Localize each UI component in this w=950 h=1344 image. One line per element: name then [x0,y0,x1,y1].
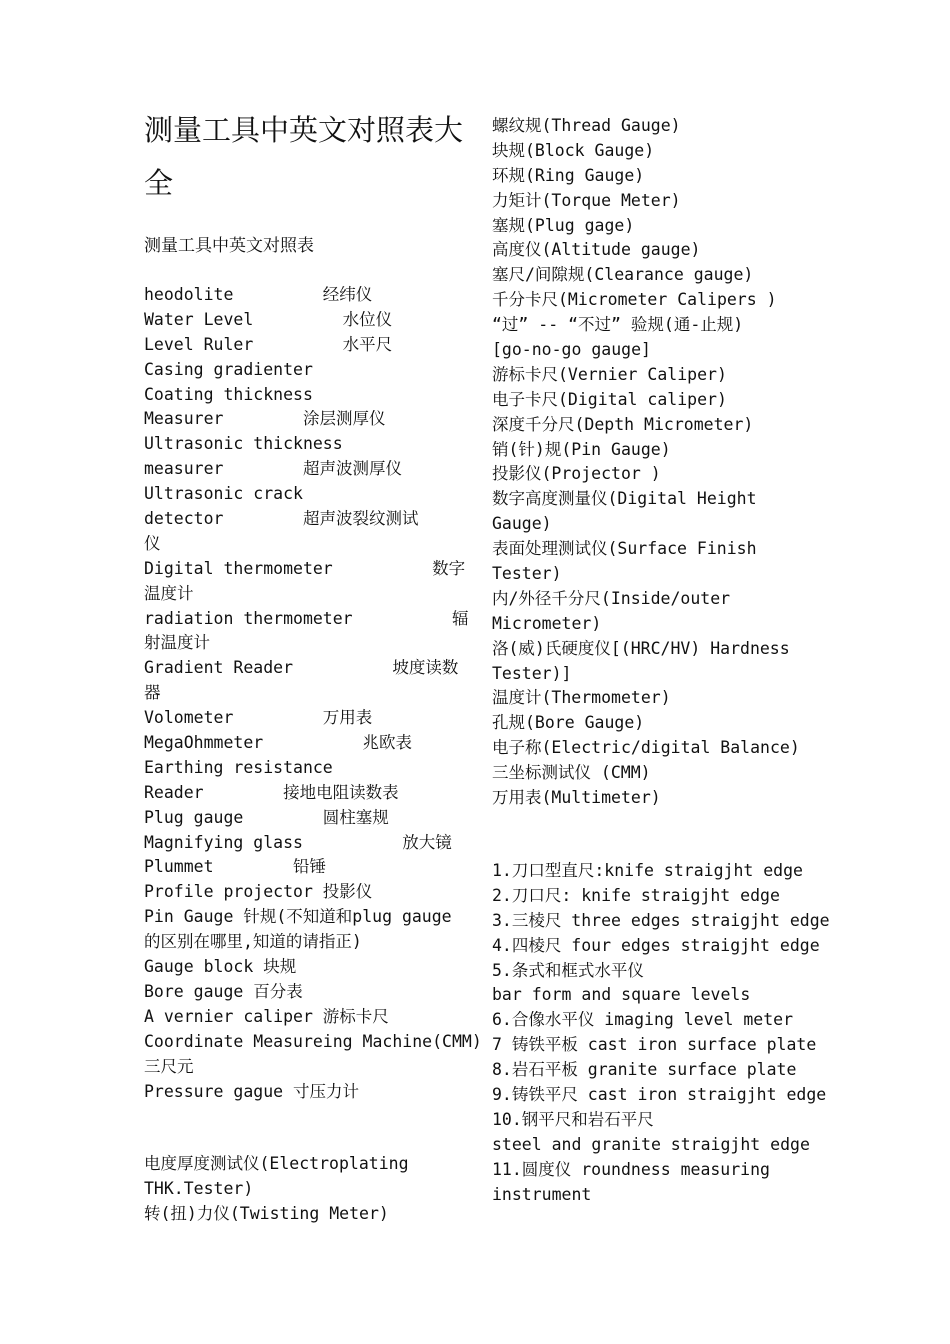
list-item: 射温度计 [144,633,210,653]
list-item: 10.钢平尺和岩石平尺 [492,1109,654,1129]
list-item: Ultrasonic crack [144,484,303,504]
list-item: 温度计(Thermometer) [492,688,671,708]
list-item: A vernier caliper 游标卡尺 [144,1006,389,1026]
list-item: Plummet 铅锤 [144,857,327,877]
list-item: Water Level 水位仪 [144,309,393,329]
list-item: 5.条式和框式水平仪 [492,960,644,980]
list-item: steel and granite straigjht edge [492,1134,810,1154]
list-item: heodolite 经纬仪 [144,285,373,304]
list-item: 三坐标测试仪 (CMM) [492,763,651,783]
list-item: MegaOhmmeter 兆欧表 [144,733,413,753]
list-item: Plug gauge 圆柱塞规 [144,807,389,827]
list-item: 洛(威)氏硬度仪[(HRC/HV) Hardness [492,638,790,658]
list-item: 电度厚度测试仪(Electroplating [144,1154,409,1173]
list-item: 转(扭)力仪(Twisting Meter) [144,1203,389,1223]
list-item: 深度千分尺(Depth Micrometer) [492,414,754,434]
list-item: THK.Tester) [144,1178,254,1198]
list-item: Micrometer) [492,613,602,633]
list-item: 电子卡尺(Digital caliper) [492,389,727,409]
list-item: Pin Gauge 针规(不知道和plug gauge [144,907,452,927]
list-item: 高度仪(Altitude gauge) [492,240,701,260]
list-item: “过” -- “不过” 验规(通-止规) [492,315,744,335]
list-item: Gauge block 块规 [144,957,297,977]
list-item: detector 超声波裂纹测试 [144,509,419,529]
list-item: 塞规(Plug gage) [492,215,635,235]
list-item: Coating thickness [144,384,313,404]
list-item: 万用表(Multimeter) [492,788,661,808]
list-item: 2.刀口尺: knife straigjht edge [492,885,780,905]
list-item: Earthing resistance [144,757,333,777]
list-item: measurer 超声波测厚仪 [144,459,402,479]
list-item: 9.铸铁平尺 cast iron straigjht edge [492,1085,827,1105]
list-item: Magnifying glass 放大镜 [144,832,452,852]
list-item: 孔规(Bore Gauge) [492,713,645,733]
list-item: 块规(Block Gauge) [492,140,655,160]
list-item: Profile projector 投影仪 [144,882,373,902]
list-item: 塞尺/间隙规(Clearance gauge) [492,265,754,285]
list-item: 4.四棱尺 four edges straigjht edge [492,935,820,955]
list-item: Digital thermometer 数字 [144,558,466,578]
list-item: 8.岩石平板 granite surface plate [492,1060,797,1080]
list-item: Coordinate Measureing Machine(CMM) [144,1031,482,1051]
list-item: 数字高度测量仪(Digital Height [492,489,757,509]
list-item: 游标卡尺(Vernier Caliper) [492,364,727,384]
right-term-list [492,114,822,811]
list-item: Reader 接地电阻读数表 [144,782,399,802]
list-item: bar form and square levels [492,985,751,1005]
list-item: 电子称(Electric/digital Balance) [492,738,800,758]
list-item: Volometer 万用表 [144,708,373,728]
page-title: 测量工具中英文对照表大全 [144,113,464,200]
list-item: Gradient Reader 坡度读数 [144,658,459,678]
list-item: 11.圆度仪 roundness measuring [492,1159,770,1179]
list-item: 6.合像水平仪 imaging level meter [492,1010,794,1030]
right-numbered-list [492,859,830,1207]
list-item: 内/外径千分尺(Inside/outer [492,588,731,608]
list-item: 表面处理测试仪(Surface Finish [492,539,757,559]
list-item: Casing gradienter [144,359,313,379]
list-item: Level Ruler 水平尺 [144,334,393,354]
list-item: 销(针)规(Pin Gauge) [492,439,671,459]
list-item: Ultrasonic thickness [144,434,343,454]
list-item: 的区别在哪里,知道的请指正) [144,932,362,952]
list-item: Measurer 涂层测厚仪 [144,409,386,429]
list-item: Tester) [492,564,562,584]
list-item: 力矩计(Torque Meter) [492,190,681,210]
list-item: 1.刀口型直尺:knife straigjht edge [492,861,803,880]
list-item: Bore gauge 百分表 [144,981,303,1001]
list-item: 温度计 [144,583,194,603]
left-term-list [144,283,482,1104]
list-item: instrument [492,1184,592,1204]
list-item: 仪 [144,533,161,553]
list-item: Pressure gague 寸压力计 [144,1081,360,1101]
left-term-list-2 [144,1152,474,1227]
list-item: 3.三棱尺 three edges straigjht edge [492,910,830,930]
list-item: 投影仪(Projector ) [492,464,661,484]
list-item: 7 铸铁平板 cast iron surface plate [492,1035,817,1055]
list-item: 千分卡尺(Micrometer Calipers ) [492,290,777,310]
list-item: 环规(Ring Gauge) [492,165,645,185]
list-item: 螺纹规(Thread Gauge) [492,116,681,135]
list-item: Gauge) [492,514,552,534]
list-item: [go-no-go gauge] [492,340,651,360]
list-item: radiation thermometer 辐 [144,608,469,628]
section-subtitle: 测量工具中英文对照表 [144,236,314,256]
list-item: 三尺元 [144,1056,194,1076]
list-item: 器 [144,683,161,703]
list-item: Tester)] [492,663,572,683]
